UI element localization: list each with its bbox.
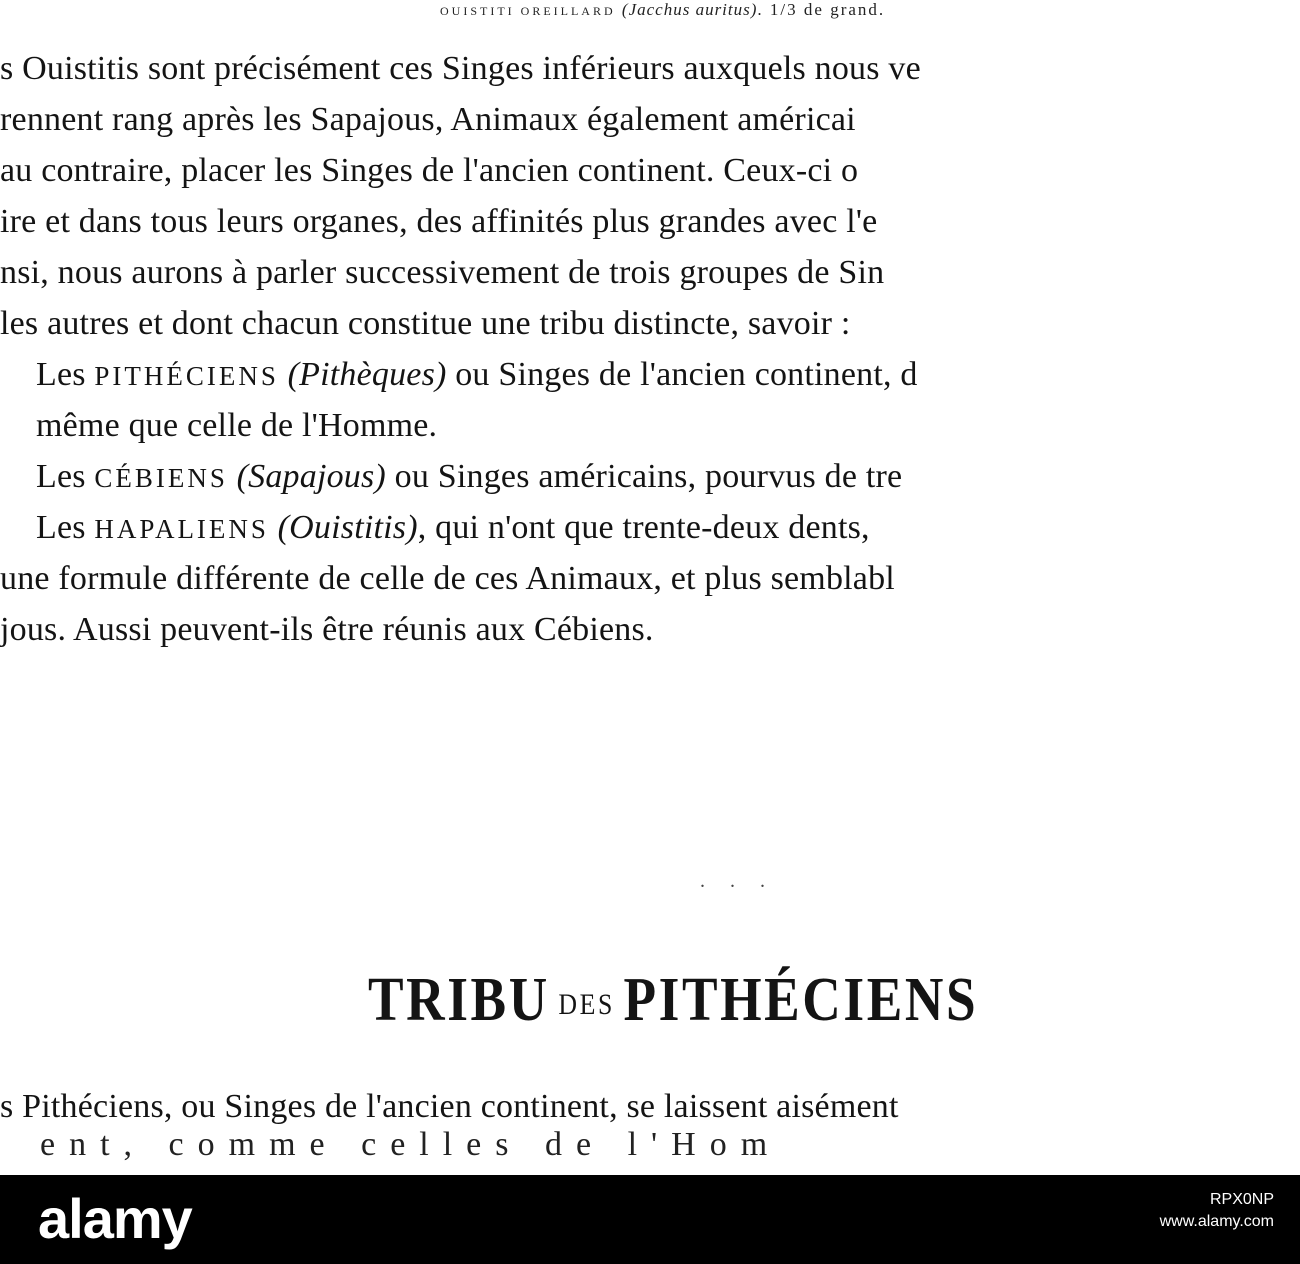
paragraph-line: ire et dans tous leurs organes, des affinités plus grandes avec l'e [0,203,878,240]
cropped-line: ent, comme celles de l'Hom [40,1126,782,1163]
section-separator: . . . [700,870,775,892]
group-latin: (Pithèques) [287,356,447,393]
caption-species-name: OUISTITI OREILLARD [440,4,616,18]
caption-scale: . 1/3 de grand. [757,0,886,19]
section-first-line: s Pithéciens, ou Singes de l'ancien continent, se laissent aisément [0,1088,899,1125]
group-latin: (Ouistitis) [277,509,418,546]
group-latin: (Sapajous) [236,458,386,495]
image-id: RPX0NP www.alamy.com [1159,1191,1274,1230]
group-name: CÉBIENS [94,463,228,493]
paragraph-line: s Ouistitis sont précisément ces Singes inférieurs auxquels nous ve [0,50,921,87]
paragraph-line: au contraire, placer les Singes de l'ancien continent. Ceux-ci o [0,152,859,189]
list-item-continuation: une formule différente de celle de ces Animaux, et plus semblabl [0,560,895,597]
figure-caption [440,0,885,21]
list-item-continuation: même que celle de l'Homme. [36,407,438,444]
list-item-cebiens: Les CÉBIENS (Sapajous) ou Singes américains, pourvus de tre [36,458,903,495]
alamy-logo: alamy [38,1187,192,1250]
paragraph-line: les autres et dont chacun constitue une tribu distincte, savoir : [0,305,851,342]
section-heading: TRIBU DES PITHÉCIENS [368,966,979,1034]
group-name: HAPALIENS [94,514,269,544]
caption-latin-name: (Jacchus auritus) [621,0,758,19]
list-item-pitheciens: Les PITHÉCIENS (Pithèques) ou Singes de l'ancien continent, d [36,356,918,393]
watermark-banner [0,1175,1300,1264]
list-item-hapaliens: Les HAPALIENS (Ouistitis), qui n'ont que trente-deux dents, [36,509,870,546]
list-item-continuation: jous. Aussi peuvent-ils être réunis aux Cébiens. [0,611,654,648]
group-name: PITHÉCIENS [94,361,279,391]
paragraph-line: rennent rang après les Sapajous, Animaux également américai [0,101,856,138]
paragraph-line: nsi, nous aurons à parler successivement de trois groupes de Sin [0,254,885,291]
